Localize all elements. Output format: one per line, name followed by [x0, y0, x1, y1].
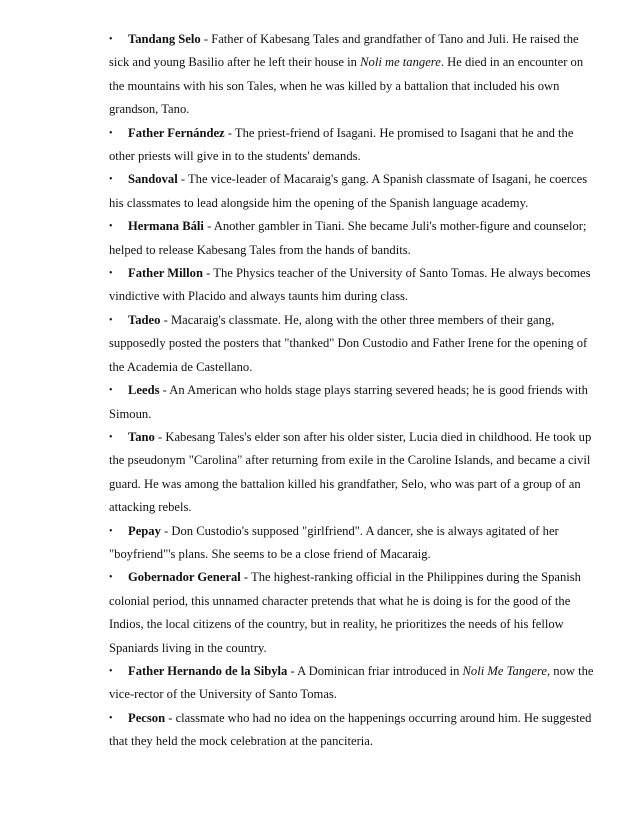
- character-name: Pecson: [128, 710, 166, 725]
- separator: -: [224, 125, 235, 140]
- book-title: Noli Me Tangere: [462, 663, 547, 678]
- list-item: [109, 707, 597, 754]
- character-description: An American who holds stage plays starring severed heads; he is good friends with Simoun.: [109, 383, 588, 421]
- character-description: Don Custodio's supposed "girlfriend". A dancer, she is always agitated of her "boyfriend"'s plans. She seems to be a close friend of Macaraig.: [109, 523, 559, 561]
- character-description: The priest-friend of Isagani. He promised to Isagani that he and the other priests will give in to the students' demands.: [109, 125, 574, 164]
- character-name: Tadeo: [128, 312, 161, 327]
- separator: -: [159, 383, 170, 398]
- character-name: Father Millon: [128, 266, 203, 281]
- character-description-cont: , now the vice-rector of the University of Santo Tomas.: [109, 663, 594, 702]
- bullet-icon: •: [109, 712, 113, 724]
- character-name: Pepay: [128, 523, 161, 538]
- character-description: Kabesang Tales's elder son after his older sister, Lucia died in childhood. He took up the pseudonym "Carolina" after returning from exile in the Caroline Islands, and became a civil guard. He was among the battalion killed his grandfather, Selo, who was part of a group of an attacking rebels.: [109, 429, 592, 515]
- bullet-icon: •: [109, 127, 113, 139]
- list-item: [109, 215, 597, 262]
- character-description: The highest-ranking official in the Philippines during the Spanish colonial period, this unnamed character pretends that what he is doing is for the good of the Indios, the local citizens of the country, but in reality, he prioritizes the needs of his fellow Spaniards living in the country.: [109, 570, 581, 655]
- document-page: [109, 28, 597, 754]
- character-description: The Physics teacher of the University of Santo Tomas. He always becomes vindictive with Placido and always taunts him during class.: [109, 266, 591, 304]
- bullet-icon: •: [109, 431, 113, 443]
- list-item: [109, 262, 597, 309]
- bullet-icon: •: [109, 572, 113, 584]
- character-description: Macaraig's classmate. He, along with the other three members of their gang, supposedly posted the posters that "thanked" Don Custodio and Father Irene for the opening of the Academia de Castellano.: [109, 312, 588, 374]
- character-description: The vice-leader of Macaraig's gang. A Spanish classmate of Isagani, he coerces his classmates to lead alongside him the opening of the Spanish language academy.: [109, 172, 588, 210]
- list-item: [109, 309, 597, 379]
- character-description-cont: . He died in an encounter on the mountains with his son Tales, when he was killed by a battalion that included his own grandson, Tano.: [109, 55, 584, 117]
- character-name: Gobernador General: [128, 570, 241, 585]
- separator: -: [165, 710, 176, 725]
- character-name: Father Fernández: [128, 125, 225, 140]
- list-item: [109, 520, 597, 567]
- separator: -: [177, 172, 188, 187]
- list-item: [109, 426, 597, 520]
- character-name: Hermana Báli: [128, 219, 204, 234]
- bullet-icon: •: [109, 385, 113, 397]
- list-item: [109, 122, 597, 169]
- list-item: [109, 168, 597, 215]
- character-name: Tandang Selo: [128, 32, 201, 46]
- bullet-icon: •: [109, 665, 113, 677]
- separator: -: [160, 523, 172, 538]
- character-description: A Dominican friar introduced in: [297, 663, 463, 678]
- separator: -: [200, 32, 212, 46]
- separator: -: [160, 312, 171, 327]
- character-description: Father of Kabesang Tales and grandfather of Tano and Juli. He raised the sick and young Basilio after he left their house in: [109, 32, 579, 70]
- bullet-icon: •: [109, 314, 113, 326]
- character-name: Leeds: [128, 383, 160, 398]
- list-item: [109, 566, 597, 660]
- character-name: Tano: [128, 429, 155, 444]
- bullet-icon: •: [109, 34, 113, 45]
- list-item: [109, 660, 597, 707]
- character-name: Father Hernando de la Sibyla: [128, 663, 288, 678]
- separator: -: [203, 219, 214, 234]
- separator: -: [287, 663, 298, 678]
- bullet-icon: •: [109, 268, 113, 280]
- list-item: [109, 28, 597, 122]
- character-name: Sandoval: [128, 172, 178, 187]
- character-description: classmate who had no idea on the happenings occurring around him. He suggested that they held the mock celebration at the panciteria.: [109, 710, 592, 749]
- list-item: [109, 379, 597, 426]
- bullet-icon: •: [109, 174, 113, 186]
- book-title: Noli me tangere: [360, 55, 441, 70]
- character-description: Another gambler in Tiani. She became Juli's mother-figure and counselor; helped to release Kabesang Tales from the hands of bandits.: [109, 219, 587, 257]
- bullet-icon: •: [109, 221, 113, 233]
- separator: -: [154, 429, 166, 444]
- separator: -: [240, 570, 252, 585]
- separator: -: [202, 266, 214, 281]
- bullet-icon: •: [109, 525, 113, 537]
